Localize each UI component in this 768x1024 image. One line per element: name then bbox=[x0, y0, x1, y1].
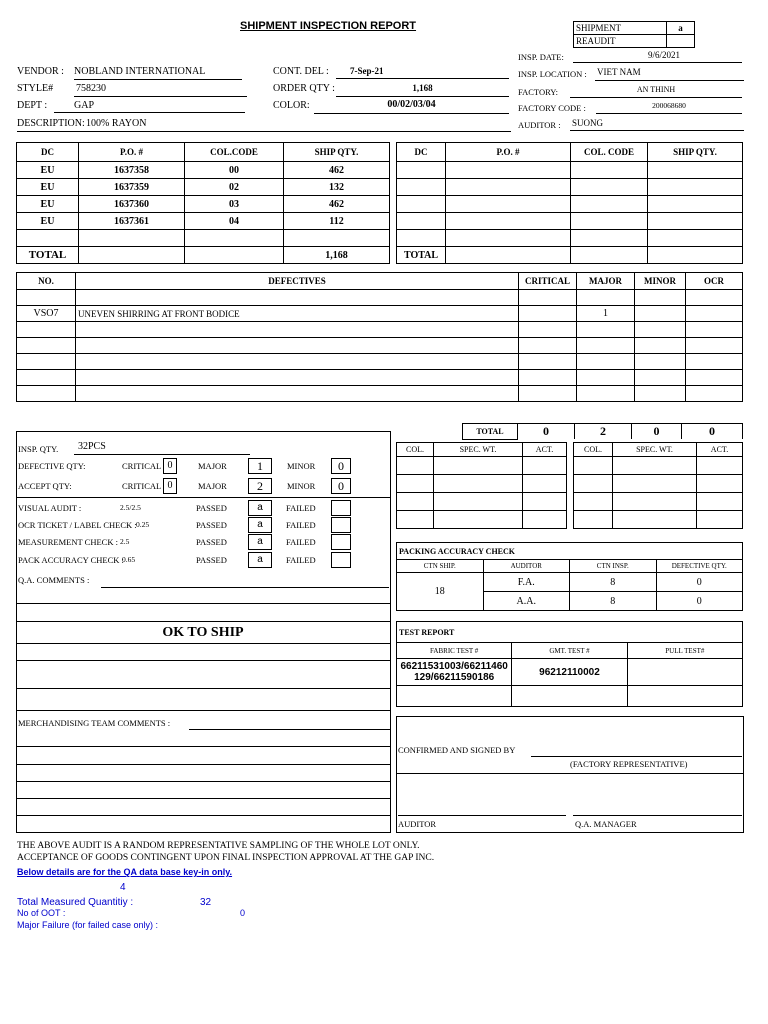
po-table-left bbox=[16, 142, 390, 264]
passed-checkbox[interactable]: a bbox=[248, 517, 272, 533]
ok-to-ship: OK TO SHIP bbox=[162, 625, 244, 640]
total-critical: 0 bbox=[518, 424, 575, 440]
description-value: 100% RAYON bbox=[86, 118, 147, 129]
major-label: MAJOR bbox=[198, 461, 227, 471]
accept-major: 2 bbox=[248, 478, 272, 494]
table-row: EU 1637360 03 462 bbox=[17, 196, 390, 213]
table-row bbox=[17, 338, 743, 354]
total-measured-value: 32 bbox=[200, 897, 212, 908]
vendor-label: VENDOR : bbox=[17, 66, 64, 77]
passed-checkbox[interactable]: a bbox=[248, 552, 272, 568]
total-row: TOTAL 1,168 bbox=[17, 247, 390, 264]
cont-del-label: CONT. DEL : bbox=[273, 66, 329, 77]
row-line bbox=[16, 798, 390, 799]
insp-qty-value: 32PCS bbox=[74, 441, 250, 455]
table-row: EU 1637358 00 462 bbox=[17, 162, 390, 179]
row-line bbox=[16, 603, 390, 604]
defective-minor: 0 bbox=[331, 458, 351, 474]
col-header: COL.CODE bbox=[185, 143, 284, 162]
major-failure-label: Major Failure (for failed case only) : bbox=[17, 920, 159, 930]
insp-location-label: INSP. LOCATION : bbox=[518, 69, 587, 79]
row-line bbox=[16, 746, 390, 747]
table-row bbox=[397, 196, 743, 213]
row-line bbox=[16, 710, 390, 711]
reaudit-mark bbox=[667, 35, 695, 48]
row-line bbox=[16, 781, 390, 782]
insp-date-value: 9/6/2021 bbox=[573, 50, 742, 63]
description-line bbox=[17, 130, 511, 132]
major-label: MAJOR bbox=[198, 481, 227, 491]
defective-critical: 0 bbox=[163, 458, 177, 474]
col-header: COL. CODE bbox=[571, 143, 648, 162]
factory-label: FACTORY: bbox=[518, 87, 559, 97]
merch-comments-line bbox=[189, 729, 390, 730]
weight-table-left: COL. SPEC. WT. ACT. bbox=[396, 442, 567, 529]
col-header: DC bbox=[17, 143, 79, 162]
insp-qty-label: INSP. QTY. bbox=[18, 444, 59, 454]
col-header: DC bbox=[397, 143, 446, 162]
divider bbox=[396, 773, 743, 774]
ctn-ship: 18 bbox=[397, 573, 484, 611]
table-row bbox=[17, 370, 743, 386]
color-value: 00/02/03/04 bbox=[314, 99, 509, 114]
style-value: 758230 bbox=[74, 83, 247, 97]
oot-value: 0 bbox=[240, 908, 246, 918]
reaudit-label: REAUDIT bbox=[574, 35, 667, 48]
total-ocr: 0 bbox=[682, 424, 743, 440]
failed-checkbox[interactable] bbox=[331, 534, 351, 550]
total-minor: 0 bbox=[632, 424, 682, 440]
dept-value: GAP bbox=[54, 100, 245, 113]
col-header: SHIP QTY. bbox=[284, 143, 390, 162]
table-row bbox=[397, 162, 743, 179]
table-row bbox=[17, 322, 743, 338]
table-row bbox=[17, 290, 743, 306]
row-line bbox=[16, 660, 390, 661]
total-label: TOTAL bbox=[463, 424, 518, 440]
col-header: DEFECTIVES bbox=[76, 273, 519, 290]
factory-value: AN THINH bbox=[570, 85, 742, 98]
description-label: DESCRIPTION: bbox=[17, 118, 85, 129]
weight-table-right: COL. SPEC. WT. ACT. bbox=[573, 442, 743, 529]
insp-date-label: INSP. DATE: bbox=[518, 52, 564, 62]
minor-label: MINOR bbox=[287, 461, 316, 471]
test-report-title: TEST REPORT bbox=[397, 622, 743, 643]
table-row bbox=[17, 386, 743, 402]
po-table-right bbox=[396, 142, 743, 264]
col-header: MAJOR bbox=[577, 273, 635, 290]
cont-del-value: 7-Sep-21 bbox=[336, 66, 509, 79]
gmt-test-number: 96212110002 bbox=[512, 659, 627, 686]
order-qty-value: 1,168 bbox=[336, 83, 509, 97]
row-line bbox=[16, 621, 390, 622]
table-row: EU 1637361 04 112 bbox=[17, 213, 390, 230]
dept-label: DEPT : bbox=[17, 100, 48, 111]
passed-checkbox[interactable]: a bbox=[248, 500, 272, 516]
style-label: STYLE# bbox=[17, 83, 54, 94]
minor-label: MINOR bbox=[287, 481, 316, 491]
fabric-test-number: 66211531003/66211460129/66211590186 bbox=[397, 659, 512, 686]
audit-note-1: THE ABOVE AUDIT IS A RANDOM REPRESENTATIVE SAMPLING OF THE WHOLE LOT ONLY. bbox=[17, 841, 420, 851]
total-measured-label: Total Measured Quantitiy : bbox=[17, 897, 134, 908]
shipment-label: SHIPMENT bbox=[574, 22, 667, 35]
col-header: NO. bbox=[17, 273, 76, 290]
defective-qty-label: DEFECTIVE QTY: bbox=[18, 461, 86, 471]
table-row: VSO7 UNEVEN SHIRRING AT FRONT BODICE 1 bbox=[17, 306, 743, 322]
row-line bbox=[16, 643, 390, 644]
report-title: SHIPMENT INSPECTION REPORT bbox=[240, 20, 417, 32]
signature-line bbox=[531, 756, 742, 757]
accept-minor: 0 bbox=[331, 478, 351, 494]
total-major: 2 bbox=[575, 424, 632, 440]
qa-comments-label: Q.A. COMMENTS : bbox=[18, 575, 90, 585]
col-header: SHIP QTY. bbox=[648, 143, 743, 162]
col-header: MINOR bbox=[635, 273, 686, 290]
col-header: OCR bbox=[686, 273, 743, 290]
qa-manager-label: Q.A. MANAGER bbox=[575, 819, 637, 829]
signature-line bbox=[573, 815, 742, 816]
test-report-table: TEST REPORT FABRIC TEST # GMT. TEST # PULL TEST# 66211531003/66211460129/66211590186 96212110002 bbox=[396, 621, 743, 707]
color-label: COLOR: bbox=[273, 100, 310, 111]
failed-checkbox[interactable] bbox=[331, 517, 351, 533]
failed-checkbox[interactable] bbox=[331, 500, 351, 516]
table-row bbox=[397, 230, 743, 247]
accept-qty-label: ACCEPT QTY: bbox=[18, 481, 72, 491]
table-row bbox=[17, 354, 743, 370]
merch-comments-label: MERCHANDISING TEAM COMMENTS : bbox=[18, 718, 171, 728]
factory-code-label: FACTORY CODE : bbox=[518, 103, 586, 113]
signoff-auditor-label: AUDITOR bbox=[398, 819, 437, 829]
col-header: P.O. # bbox=[79, 143, 185, 162]
factory-rep-label: (FACTORY REPRESENTATIVE) bbox=[570, 759, 688, 769]
table-row bbox=[397, 213, 743, 230]
divider bbox=[16, 497, 390, 498]
table-row bbox=[17, 230, 390, 247]
vendor-value: NOBLAND INTERNATIONAL bbox=[74, 66, 242, 80]
packing-title: PACKING ACCURACY CHECK bbox=[397, 543, 743, 560]
accept-critical: 0 bbox=[163, 478, 177, 494]
critical-label: CRITICAL bbox=[122, 481, 162, 491]
critical-label: CRITICAL bbox=[122, 461, 162, 471]
total-row: TOTAL bbox=[397, 247, 743, 264]
qa-database-note: Below details are for the QA data base key-in only. bbox=[17, 867, 233, 877]
signature-line bbox=[398, 815, 566, 816]
passed-checkbox[interactable]: a bbox=[248, 534, 272, 550]
failed-checkbox[interactable] bbox=[331, 552, 351, 568]
defective-major: 1 bbox=[248, 458, 272, 474]
pull-test-number bbox=[627, 659, 742, 686]
factory-code-value: 200068680 bbox=[596, 101, 742, 114]
col-header: P.O. # bbox=[446, 143, 571, 162]
qa-count: 4 bbox=[120, 882, 126, 893]
auditor-label: AUDITOR : bbox=[518, 120, 561, 130]
order-qty-label: ORDER QTY : bbox=[273, 83, 335, 94]
audit-note-2: ACCEPTANCE OF GOODS CONTINGENT UPON FINAL INSPECTION APPROVAL AT THE GAP INC. bbox=[17, 853, 435, 863]
confirmed-label: CONFIRMED AND SIGNED BY bbox=[398, 745, 516, 755]
shipment-status-box bbox=[573, 21, 695, 48]
defects-table bbox=[16, 272, 743, 402]
oot-label: No of OOT : bbox=[17, 908, 66, 918]
auditor-value: SUONG bbox=[570, 118, 744, 131]
defects-total bbox=[462, 423, 743, 440]
insp-location-value: VIET NAM bbox=[595, 67, 744, 81]
qa-comments-line bbox=[101, 587, 389, 588]
table-row bbox=[397, 179, 743, 196]
table-row: EU 1637359 02 132 bbox=[17, 179, 390, 196]
row-line bbox=[16, 815, 390, 816]
row-line bbox=[16, 688, 390, 689]
col-header: CRITICAL bbox=[519, 273, 577, 290]
shipment-mark: a bbox=[667, 22, 695, 35]
row-line bbox=[16, 764, 390, 765]
packing-accuracy-table: PACKING ACCURACY CHECK CTN SHIP. AUDITOR CTN INSP. DEFECTIVE QTY. 18 F.A. 8 0 A.A. 8 0 bbox=[396, 542, 743, 611]
